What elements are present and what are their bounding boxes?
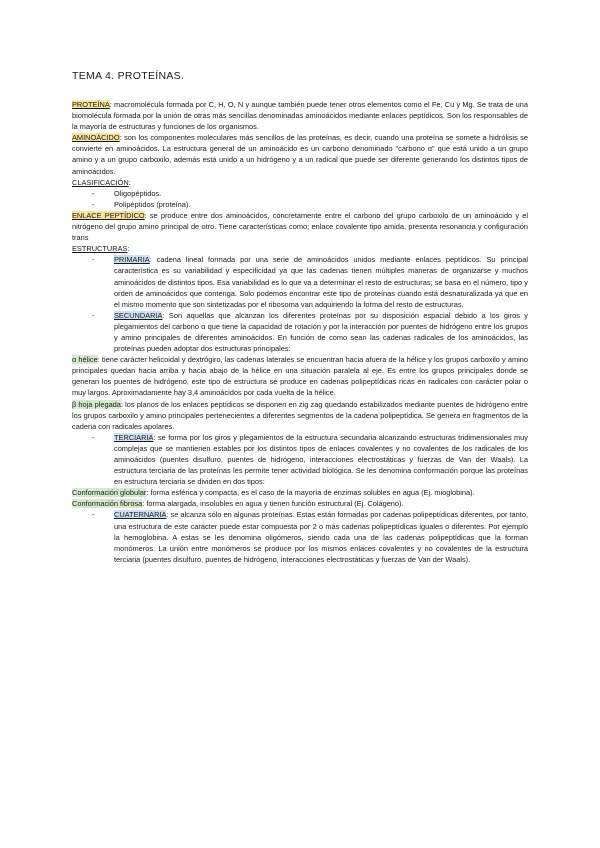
fibrosa-paragraph — [72, 498, 528, 509]
proteina-paragraph — [72, 99, 528, 132]
proteina-term: PROTEÍNA — [72, 100, 110, 109]
helice-paragraph — [72, 354, 528, 398]
clasificacion-list — [72, 188, 528, 210]
enlace-text: : se produce entre dos aminoácidos, concretamente entre el carbono del grupo carboxilo de un aminoácido y el nitrógeno del grupo amino principal de otro. Tiene características como; enlace covalente tipo amida, presenta resonancia y configuración trans — [72, 210, 528, 243]
proteina-text: : macromolécula formada por C, H, O, N y aunque también puede tener otros elementos como el Fe, Cu y Mg. Se trata de una biomolécula formada por la unión de otras más sencillas denominadas aminoácidos mediante enlaces peptídicos. Son los responsables de la mayoría de estructuras y funciones de los organismos. — [72, 100, 528, 132]
globular-paragraph — [72, 487, 528, 498]
globular-term: Conformación globular — [72, 488, 147, 498]
page-title: TEMA 4. PROTEÍNAS. — [72, 70, 185, 82]
primaria-term: PRIMARIA — [114, 255, 150, 265]
clasificacion-heading — [72, 177, 528, 188]
secundaria-term: SECUNDARIA — [114, 310, 163, 320]
enlace-paragraph — [72, 210, 528, 243]
cuaternaria-item — [72, 509, 528, 564]
estructuras-list-3 — [72, 509, 528, 564]
secundaria-text: : Son aquellas que alcanzan los diferentes proteínas por su disposición espacial debido a los giros y plegamientos del carbono α que tiene la capacidad de rotación y por la interacción por puentes de hidrógeno entre los grupos y amino principales de diferentes aminoácidos. En función de como sean las cadenas radicales de los aminoácidos, las proteínas pueden adoptar dos estructuras principales: — [114, 310, 528, 354]
enlace-term: ENLACE PEPTÍDICO — [72, 210, 145, 220]
estructuras-colon: : — [127, 244, 130, 254]
estructuras-heading — [72, 243, 528, 254]
estructuras-title: ESTRUCTURAS — [72, 244, 128, 254]
clasificacion-title: CLASIFICACIÓN — [72, 177, 129, 187]
helice-text: : tiene carácter helicoidal y dextrógiro, las cadenas laterales se encuentran hacia afuera de la hélice y los grupos carboxilo y amino principales quedan hacia arriba y hacia abajo de la hélice en una situación paralela al eje. Es entre los grupos principales donde se generan los puentes de hidrógeno, este tipo de estructura se produce en cadenas polipeptídicas ricas en radicales con carácter polar o muy largos. Aproximadamente hay 3,4 aminoácidos por cada vuelta de la hélice. — [72, 355, 528, 398]
aminoacido-text: : son los componentes moleculares más sencillos de las proteínas, es decir, cuando una proteína se somete a hidrólisis se convierte en aminoácidos. La estructura general de un aminoácido es un carbono denominado "carbono α" que está unido a un grupo amino y a un grupo carboxilo, además está unido a un hidrógeno y a un radical que puede ser diferente generando los distintos tipos de aminoácidos. — [72, 133, 528, 176]
hoja-paragraph — [72, 399, 528, 432]
terciaria-term: TERCIARIA — [114, 432, 154, 442]
secundaria-item — [72, 310, 528, 354]
fibrosa-text: : forma alargada, insolubles en agua y tienen función estructural (Ej. Colágeno). — [142, 499, 404, 509]
fibrosa-term: Conformación fibrosa — [72, 499, 143, 509]
terciaria-item — [72, 432, 528, 487]
aminoacido-term: AMINOÁCIDO — [72, 133, 120, 143]
cuaternaria-text: : se alcanza sólo en algunas proteínas. Estas están formadas por cadenas polipeptídicas diferentes, por tanto, una estructura de este carácter puede estar compuesta por 2 o más cadenas polipeptídicas iguales o diferentes. Por ejemplo la hemoglobina. A estas se les denomina oligómeros, siendo cada una de las cadenas polipeptídicas que la forman monómeros. La unión entre monómeros se produce por los mismos enlaces covalentes y no covalentes de la estructura terciaria (puentes disulfuro, puentes de hidrógeno, interacciones electrostáticas y fuerzas de Van der Waals). — [114, 510, 528, 564]
estructuras-list-1 — [72, 254, 528, 354]
clasificacion-colon: : — [128, 177, 131, 187]
cuaternaria-term: CUATERNARIA — [114, 510, 167, 520]
document-page — [72, 70, 528, 565]
terciaria-text: : se forma por los giros y plegamientos de la estructura secundaria alcanzando estructuras tridimensionales muy complejas que se mantienen estables por los distintos tipos de enlaces covalentes y no covalentes de los radicales de los aminoácidos (puentes disulfuro, puentes de hidrógeno, interacciones electrostáticas y fuerzas de Van der Waals). La estructura terciaria de las proteínas les permite tener actividad biológica. Se les denomina conformación porque las proteínas en estructura terciaria se dividen en dos tipos: — [114, 432, 528, 487]
hoja-text: : los planos de los enlaces peptídicos se disponen en zig zag quedando estabilizados mediante puentes de hidrógeno entre los grupos carboxilo y amino principales pertenecientes a diferentes segmentos de la cadena polipeptídica. Se genera en fragmentos de la cadena con radicales apolares. — [72, 399, 528, 431]
aminoacido-paragraph — [72, 132, 528, 176]
primaria-item — [72, 254, 528, 309]
hoja-term: β hoja plegada — [72, 399, 121, 409]
helice-term: α hélice — [72, 355, 98, 365]
list-item: - Polipéptidos (proteína). — [72, 199, 528, 210]
globular-text: : forma esférica y compacta, es el caso de la mayoría de enzimas solubles en agua (Ej. mioglobina). — [146, 488, 475, 498]
primaria-text: : cadena lineal formada por una serie de aminoácidos unidos mediante enlaces peptídicos. Su principal característica es su variabilidad y especificidad ya que las cadenas tienen múltiples maneras de organizarse y muchos aminoácidos de distintos tipos. Esa variabilidad es lo que va a determinar el resto de estructuras; se basa en el número, tipo y orden de aminoácidos que contenga. Solo podemos encontrar este tipo de proteínas cuando está desnaturalizada ya que en el mismo momento que son sintetizadas por el ribosoma van adquiriendo la forma del resto de estructuras. — [114, 255, 528, 309]
estructuras-list-2 — [72, 432, 528, 487]
list-item: - Oligopéptidos. — [72, 188, 528, 199]
